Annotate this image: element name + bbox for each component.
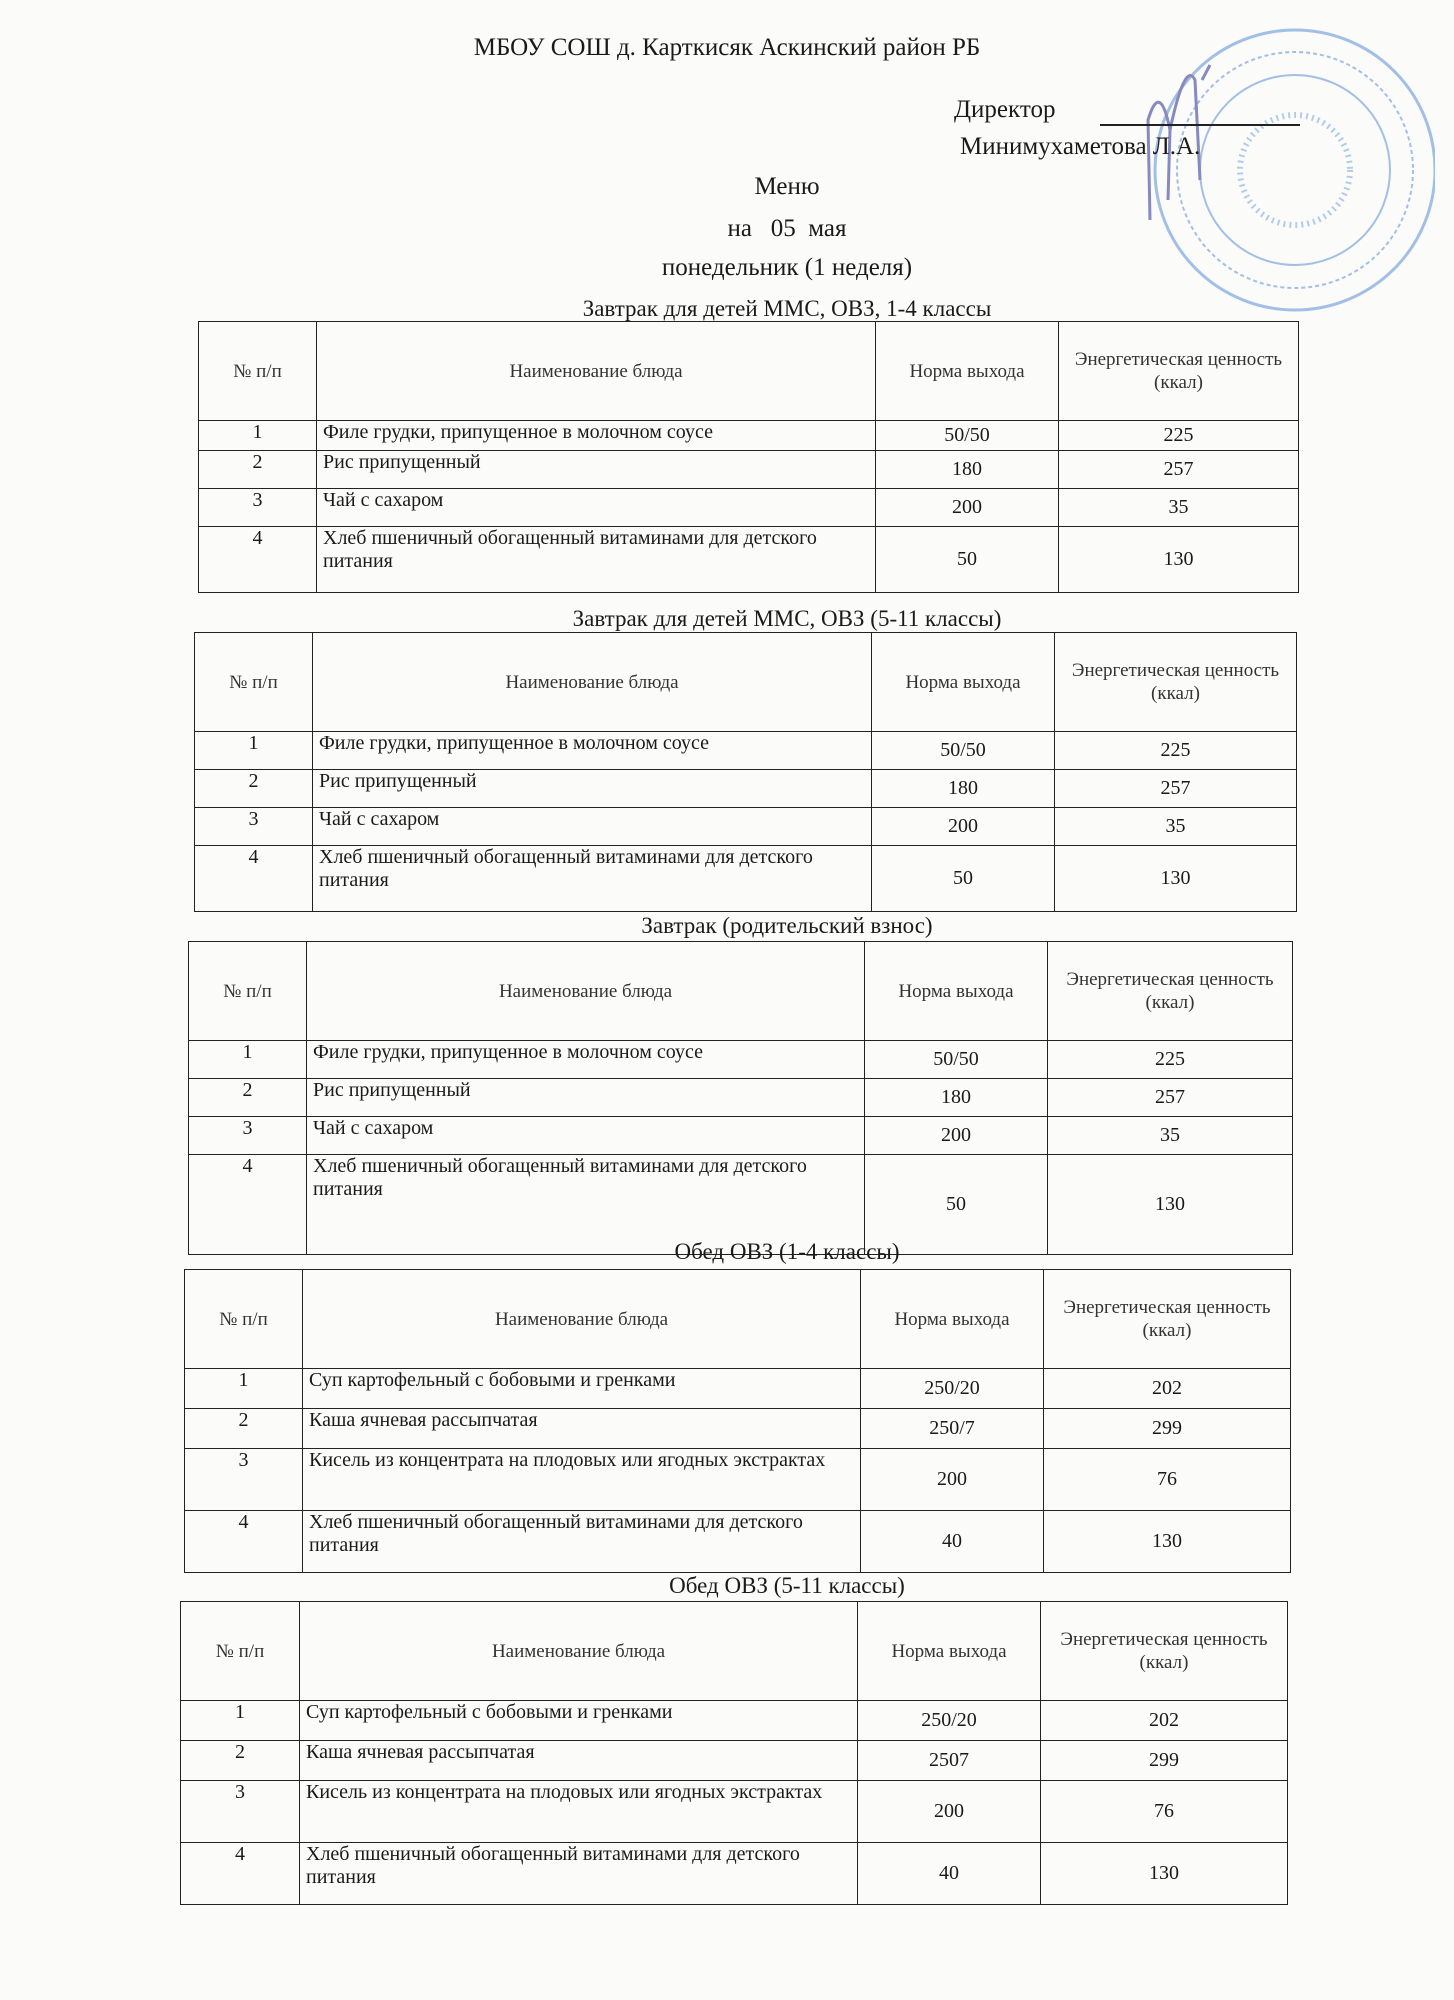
energy-kcal: 76	[1044, 1449, 1291, 1511]
portion-size: 50	[865, 1155, 1048, 1255]
energy-kcal: 299	[1044, 1409, 1291, 1449]
table-row	[195, 808, 1297, 846]
director-label: Директор	[954, 96, 1056, 123]
row-number: 1	[195, 732, 313, 770]
dish-name: Суп картофельный с бобовыми и гренками	[303, 1369, 861, 1409]
row-number: 4	[189, 1155, 307, 1255]
menu-table	[198, 321, 1299, 593]
column-header-dish: Наименование блюда	[313, 633, 872, 732]
section-caption: Обед ОВЗ (5-11 классы)	[669, 1573, 905, 1598]
table-row	[185, 1511, 1291, 1573]
portion-size: 40	[858, 1843, 1041, 1905]
dish-name: Хлеб пшеничный обогащенный витаминами для детского питания	[300, 1843, 858, 1905]
row-number: 1	[185, 1369, 303, 1409]
portion-size: 250/20	[861, 1369, 1044, 1409]
menu-table	[188, 941, 1293, 1255]
row-number: 2	[189, 1079, 307, 1117]
table-row	[181, 1741, 1288, 1781]
school-name: МБОУ СОШ д. Карткисяк Аскинский район РБ	[473, 34, 981, 61]
dish-name: Рис припущенный	[313, 770, 872, 808]
dish-name: Кисель из концентрата на плодовых или ягодных экстрактах	[300, 1781, 858, 1843]
column-header-dish: Наименование блюда	[303, 1270, 861, 1369]
portion-size: 40	[861, 1511, 1044, 1573]
portion-size: 200	[858, 1781, 1041, 1843]
column-header-energy: Энергетическая ценность (ккал)	[1059, 322, 1299, 421]
dish-name: Суп картофельный с бобовыми и гренками	[300, 1701, 858, 1741]
portion-size: 50	[872, 846, 1055, 912]
portion-size: 180	[872, 770, 1055, 808]
portion-size: 200	[865, 1117, 1048, 1155]
section-caption: Завтрак для детей ММС, ОВЗ (5-11 классы)	[572, 606, 1002, 631]
energy-kcal: 35	[1059, 489, 1299, 527]
column-header-portion: Норма выхода	[876, 322, 1059, 421]
portion-size: 180	[876, 451, 1059, 489]
row-number: 1	[199, 421, 317, 451]
portion-size: 200	[876, 489, 1059, 527]
column-header-portion: Норма выхода	[858, 1602, 1041, 1701]
row-number: 2	[195, 770, 313, 808]
portion-size: 250/7	[861, 1409, 1044, 1449]
table-header-row	[189, 942, 1293, 1041]
column-header-dish: Наименование блюда	[307, 942, 865, 1041]
table-header-row	[195, 633, 1297, 732]
portion-size: 180	[865, 1079, 1048, 1117]
row-number: 3	[199, 489, 317, 527]
dish-name: Хлеб пшеничный обогащенный витаминами для детского питания	[317, 527, 876, 593]
dish-name: Хлеб пшеничный обогащенный витаминами для детского питания	[307, 1155, 865, 1255]
energy-kcal: 130	[1055, 846, 1297, 912]
row-number: 3	[195, 808, 313, 846]
table-header-row	[199, 322, 1299, 421]
energy-kcal: 130	[1048, 1155, 1293, 1255]
row-number: 2	[181, 1741, 300, 1781]
section-caption: Обед ОВЗ (1-4 классы)	[674, 1239, 900, 1264]
dish-name: Каша ячневая рассыпчатая	[300, 1741, 858, 1781]
table-row	[195, 846, 1297, 912]
row-number: 3	[189, 1117, 307, 1155]
energy-kcal: 202	[1041, 1701, 1288, 1741]
menu-table	[180, 1601, 1288, 1905]
row-number: 4	[181, 1843, 300, 1905]
portion-size: 200	[872, 808, 1055, 846]
dish-name: Хлеб пшеничный обогащенный витаминами для детского питания	[303, 1511, 861, 1573]
dish-name: Филе грудки, припущенное в молочном соусе	[313, 732, 872, 770]
row-number: 1	[189, 1041, 307, 1079]
dish-name: Чай с сахаром	[317, 489, 876, 527]
table-row	[185, 1449, 1291, 1511]
energy-kcal: 202	[1044, 1369, 1291, 1409]
row-number: 1	[181, 1701, 300, 1741]
menu-day: понедельник (1 неделя)	[661, 254, 913, 281]
energy-kcal: 225	[1048, 1041, 1293, 1079]
energy-kcal: 76	[1041, 1781, 1288, 1843]
row-number: 2	[199, 451, 317, 489]
menu-table	[194, 632, 1297, 912]
portion-size: 50/50	[872, 732, 1055, 770]
section-caption: Завтрак (родительский взнос)	[641, 913, 933, 938]
column-header-dish: Наименование блюда	[300, 1602, 858, 1701]
column-header-number: № п/п	[181, 1602, 300, 1701]
energy-kcal: 257	[1048, 1079, 1293, 1117]
table-row	[189, 1117, 1293, 1155]
row-number: 4	[195, 846, 313, 912]
energy-kcal: 130	[1044, 1511, 1291, 1573]
row-number: 2	[185, 1409, 303, 1449]
row-number: 3	[185, 1449, 303, 1511]
portion-size: 2507	[858, 1741, 1041, 1781]
table-row	[199, 489, 1299, 527]
dish-name: Филе грудки, припущенное в молочном соусе	[317, 421, 876, 451]
dish-name: Каша ячневая рассыпчатая	[303, 1409, 861, 1449]
column-header-energy: Энергетическая ценность (ккал)	[1044, 1270, 1291, 1369]
energy-kcal: 299	[1041, 1741, 1288, 1781]
energy-kcal: 130	[1059, 527, 1299, 593]
portion-size: 50/50	[865, 1041, 1048, 1079]
dish-name: Чай с сахаром	[307, 1117, 865, 1155]
dish-name: Хлеб пшеничный обогащенный витаминами для детского питания	[313, 846, 872, 912]
menu-date: на 05 мая	[727, 215, 847, 242]
energy-kcal: 257	[1059, 451, 1299, 489]
column-header-number: № п/п	[195, 633, 313, 732]
column-header-number: № п/п	[189, 942, 307, 1041]
portion-size: 200	[861, 1449, 1044, 1511]
director-name: Минимухаметова Л.А.	[960, 133, 1201, 160]
table-row	[185, 1369, 1291, 1409]
dish-name: Кисель из концентрата на плодовых или ягодных экстрактах	[303, 1449, 861, 1511]
table-row	[199, 451, 1299, 489]
energy-kcal: 257	[1055, 770, 1297, 808]
energy-kcal: 225	[1055, 732, 1297, 770]
column-header-dish: Наименование блюда	[317, 322, 876, 421]
section-caption: Завтрак для детей ММС, ОВЗ, 1-4 классы	[582, 296, 992, 321]
menu-title: Меню	[754, 173, 820, 200]
portion-size: 50/50	[876, 421, 1059, 451]
table-row	[185, 1409, 1291, 1449]
column-header-energy: Энергетическая ценность (ккал)	[1048, 942, 1293, 1041]
energy-kcal: 35	[1055, 808, 1297, 846]
column-header-energy: Энергетическая ценность (ккал)	[1055, 633, 1297, 732]
portion-size: 50	[876, 527, 1059, 593]
column-header-energy: Энергетическая ценность (ккал)	[1041, 1602, 1288, 1701]
table-header-row	[185, 1270, 1291, 1369]
energy-kcal: 35	[1048, 1117, 1293, 1155]
table-header-row	[181, 1602, 1288, 1701]
column-header-number: № п/п	[185, 1270, 303, 1369]
column-header-portion: Норма выхода	[861, 1270, 1044, 1369]
table-row	[189, 1041, 1293, 1079]
column-header-portion: Норма выхода	[872, 633, 1055, 732]
table-row	[189, 1079, 1293, 1117]
table-row	[199, 421, 1299, 451]
table-row	[199, 527, 1299, 593]
dish-name: Рис припущенный	[307, 1079, 865, 1117]
row-number: 4	[199, 527, 317, 593]
dish-name: Филе грудки, припущенное в молочном соусе	[307, 1041, 865, 1079]
table-row	[181, 1701, 1288, 1741]
row-number: 3	[181, 1781, 300, 1843]
table-row	[195, 770, 1297, 808]
table-row	[195, 732, 1297, 770]
table-row	[181, 1843, 1288, 1905]
dish-name: Рис припущенный	[317, 451, 876, 489]
portion-size: 250/20	[858, 1701, 1041, 1741]
row-number: 4	[185, 1511, 303, 1573]
signature-line	[1100, 124, 1300, 126]
energy-kcal: 225	[1059, 421, 1299, 451]
energy-kcal: 130	[1041, 1843, 1288, 1905]
dish-name: Чай с сахаром	[313, 808, 872, 846]
column-header-portion: Норма выхода	[865, 942, 1048, 1041]
column-header-number: № п/п	[199, 322, 317, 421]
menu-table	[184, 1269, 1291, 1573]
table-row	[181, 1781, 1288, 1843]
